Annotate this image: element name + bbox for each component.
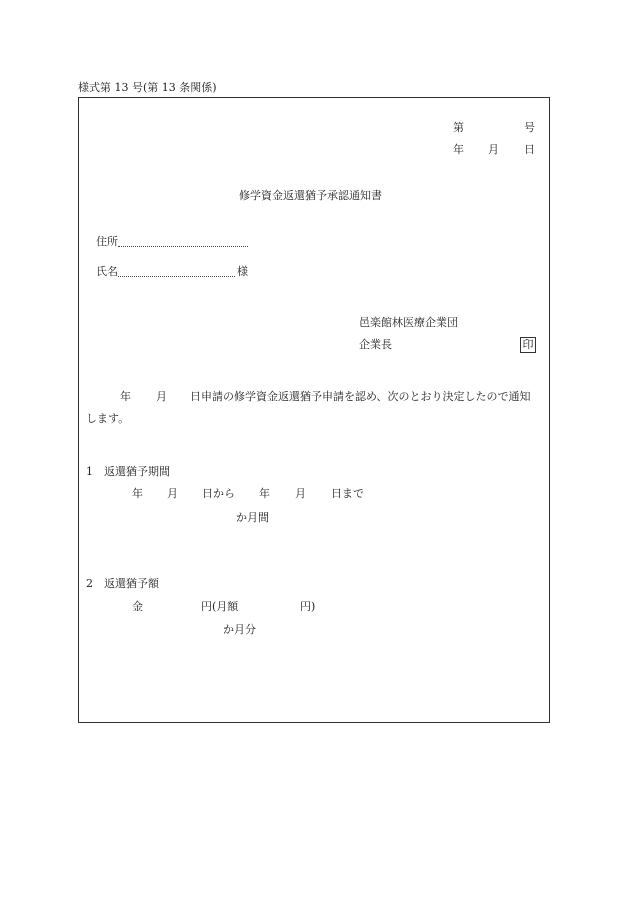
s1-month-to: 月 bbox=[295, 487, 306, 500]
s1-year-from: 年 bbox=[132, 487, 143, 500]
address-label: 住所 bbox=[96, 235, 118, 248]
body-year: 年 bbox=[120, 390, 131, 403]
body-text-line1: 日申請の修学資金返還猶予申請を認め、次のとおり決定したので通知 bbox=[190, 390, 531, 403]
s1-year-to: 年 bbox=[259, 487, 270, 500]
body-month: 月 bbox=[156, 390, 167, 403]
form-number: 様式第 13 号(第 13 条関係) bbox=[78, 81, 217, 94]
s1-months: か月間 bbox=[236, 511, 269, 524]
document-title: 修学資金返還猶予承認通知書 bbox=[239, 189, 382, 202]
org-head: 企業長 bbox=[359, 338, 392, 351]
org-name: 邑楽館林医療企業団 bbox=[359, 316, 458, 329]
number-go: 号 bbox=[524, 121, 535, 134]
seal-box: 印 bbox=[520, 337, 536, 353]
s2-months: か月分 bbox=[223, 623, 256, 636]
number-dai: 第 bbox=[453, 121, 464, 134]
date-month: 月 bbox=[488, 143, 499, 156]
section1-heading: 1 返還猶予期間 bbox=[86, 465, 170, 478]
s2-yen-monthly: 円(月額 bbox=[201, 600, 239, 613]
body-text-line2: します。 bbox=[86, 412, 130, 425]
s1-month-from: 月 bbox=[167, 487, 178, 500]
address-line bbox=[118, 246, 248, 247]
s1-day-to: 日まで bbox=[331, 487, 364, 500]
s2-kin: 金 bbox=[132, 600, 143, 613]
s1-day-from: 日から bbox=[202, 487, 235, 500]
section2-heading: 2 返還猶予額 bbox=[86, 577, 159, 590]
s2-yen-close: 円) bbox=[300, 600, 316, 613]
date-year: 年 bbox=[453, 143, 464, 156]
name-line bbox=[118, 276, 235, 277]
sama-label: 様 bbox=[237, 265, 248, 278]
date-day: 日 bbox=[524, 143, 535, 156]
name-label: 氏名 bbox=[96, 265, 118, 278]
